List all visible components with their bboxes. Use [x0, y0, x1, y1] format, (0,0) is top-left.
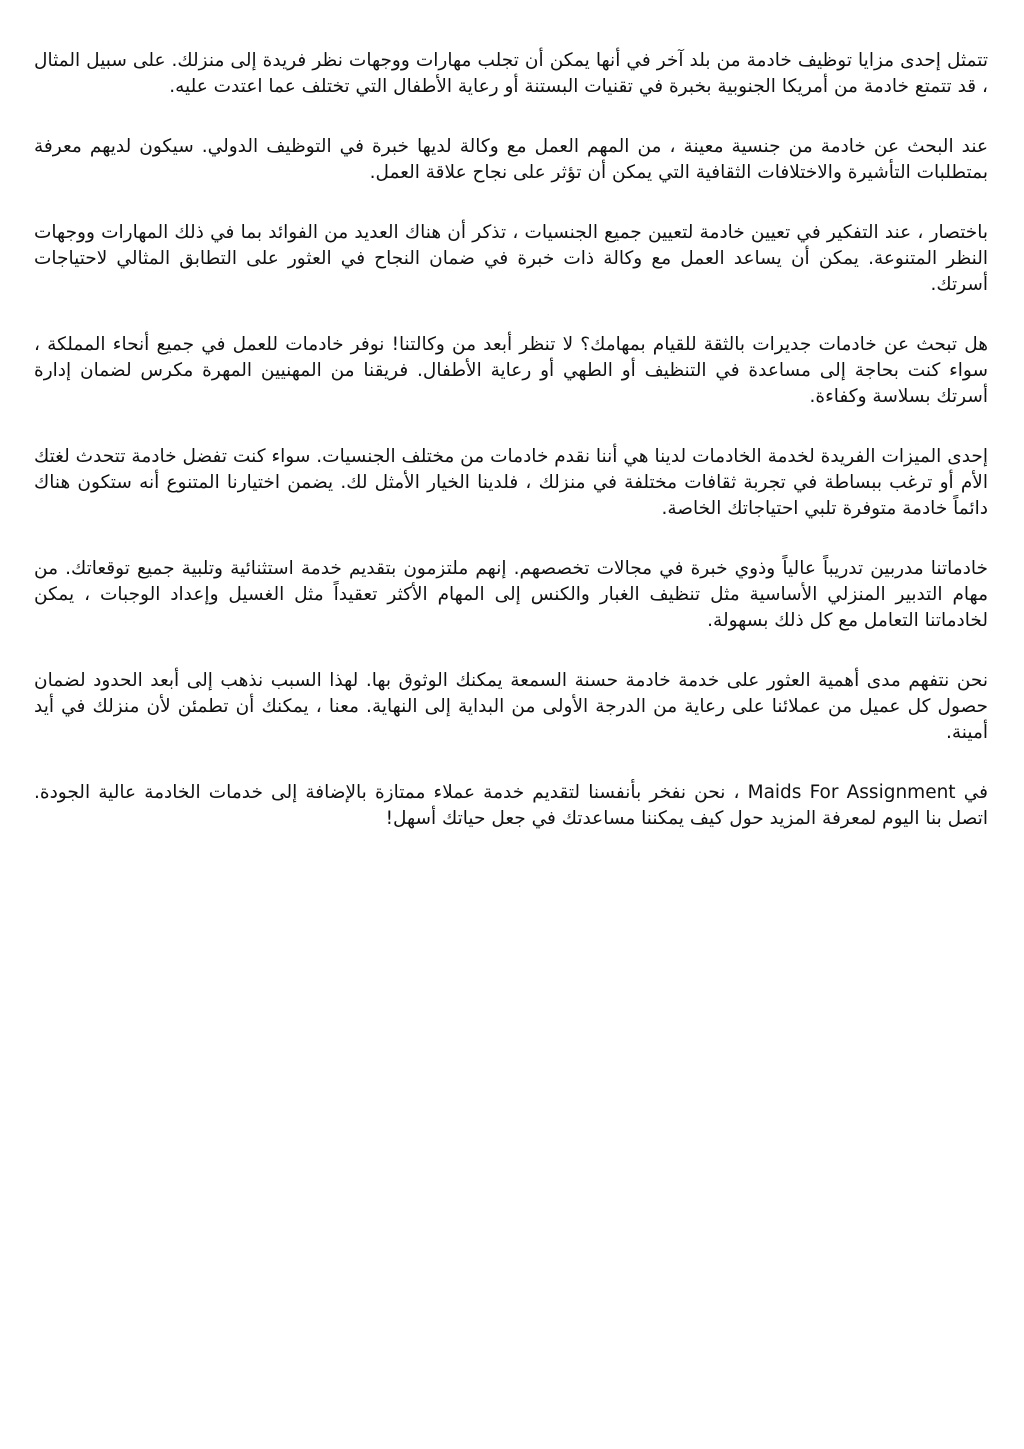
- paragraph-1: تتمثل إحدى مزايا توظيف خادمة من بلد آخر في أنها يمكن أن تجلب مهارات ووجهات نظر فريدة إلى منزلك. على سبيل المثال ، قد تتمتع خادمة من أمريكا الجنوبية بخبرة في تقنيات البستنة أو رعاية الأطفال التي تختلف عما اعتدت عليه.: [34, 50, 988, 97]
- paragraph-4: هل تبحث عن خادمات جديرات بالثقة للقيام بمهامك؟ لا تنظر أبعد من وكالتنا! نوفر خادمات للعمل في جميع أنحاء المملكة ، سواء كنت بحاجة إلى مساعدة في التنظيف أو الطهي أو رعاية الأطفال. فريقنا من المهنيين المهرة مكرس لضمان إدارة أسرتك بسلاسة وكفاءة.: [34, 334, 988, 407]
- paragraph-3: باختصار ، عند التفكير في تعيين خادمة لتعيين جميع الجنسيات ، تذكر أن هناك العديد من الفوائد بما في ذلك المهارات ووجهات النظر المتنوعة. يمكن أن يساعد العمل مع وكالة ذات خبرة في ضمان النجاح في العثور على التطابق المثالي لاحتياجات أسرتك.: [34, 222, 988, 295]
- document-body: [34, 48, 988, 866]
- paragraph-5: إحدى الميزات الفريدة لخدمة الخادمات لدينا هي أننا نقدم خادمات من مختلف الجنسيات. سواء كنت تفضل خادمة تتحدث لغتك الأم أو ترغب ببساطة في تجربة ثقافات مختلفة في منزلك ، فلدينا الخيار الأمثل لك. يضمن اختيارنا المتنوع أنه ستكون هناك دائماً خادمة متوفرة تلبي احتياجاتك الخاصة.: [34, 446, 988, 519]
- paragraph-6: خادماتنا مدربين تدريباً عالياً وذوي خبرة في مجالات تخصصهم. إنهم ملتزمون بتقديم خدمة استثنائية وتلبية جميع توقعاتك. من مهام التدبير المنزلي الأساسية مثل تنظيف الغبار والكنس إلى المهام الأكثر تعقيداً مثل الغسيل وإعداد الوجبات ، يمكن لخادماتنا التعامل مع كل ذلك بسهولة.: [34, 558, 988, 631]
- paragraph-2: عند البحث عن خادمة من جنسية معينة ، من المهم العمل مع وكالة لديها خبرة في التوظيف الدولي. سيكون لديهم معرفة بمتطلبات التأشيرة والاختلافات الثقافية التي يمكن أن تؤثر على نجاح علاقة العمل.: [34, 136, 988, 183]
- paragraph-7: نحن نتفهم مدى أهمية العثور على خدمة خادمة حسنة السمعة يمكنك الوثوق بها. لهذا السبب نذهب إلى أبعد الحدود لضمان حصول كل عميل من عملائنا على رعاية من الدرجة الأولى من البداية إلى النهاية. معنا ، يمكنك أن تطمئن لأن منزلك في أيد أمينة.: [34, 670, 988, 743]
- paragraph-8: في Maids For Assignment ، نحن نفخر بأنفسنا لتقديم خدمة عملاء ممتازة بالإضافة إلى خدمات الخادمة عالية الجودة. اتصل بنا اليوم لمعرفة المزيد حول كيف يمكننا مساعدتك في جعل حياتك أسهل!: [34, 782, 988, 829]
